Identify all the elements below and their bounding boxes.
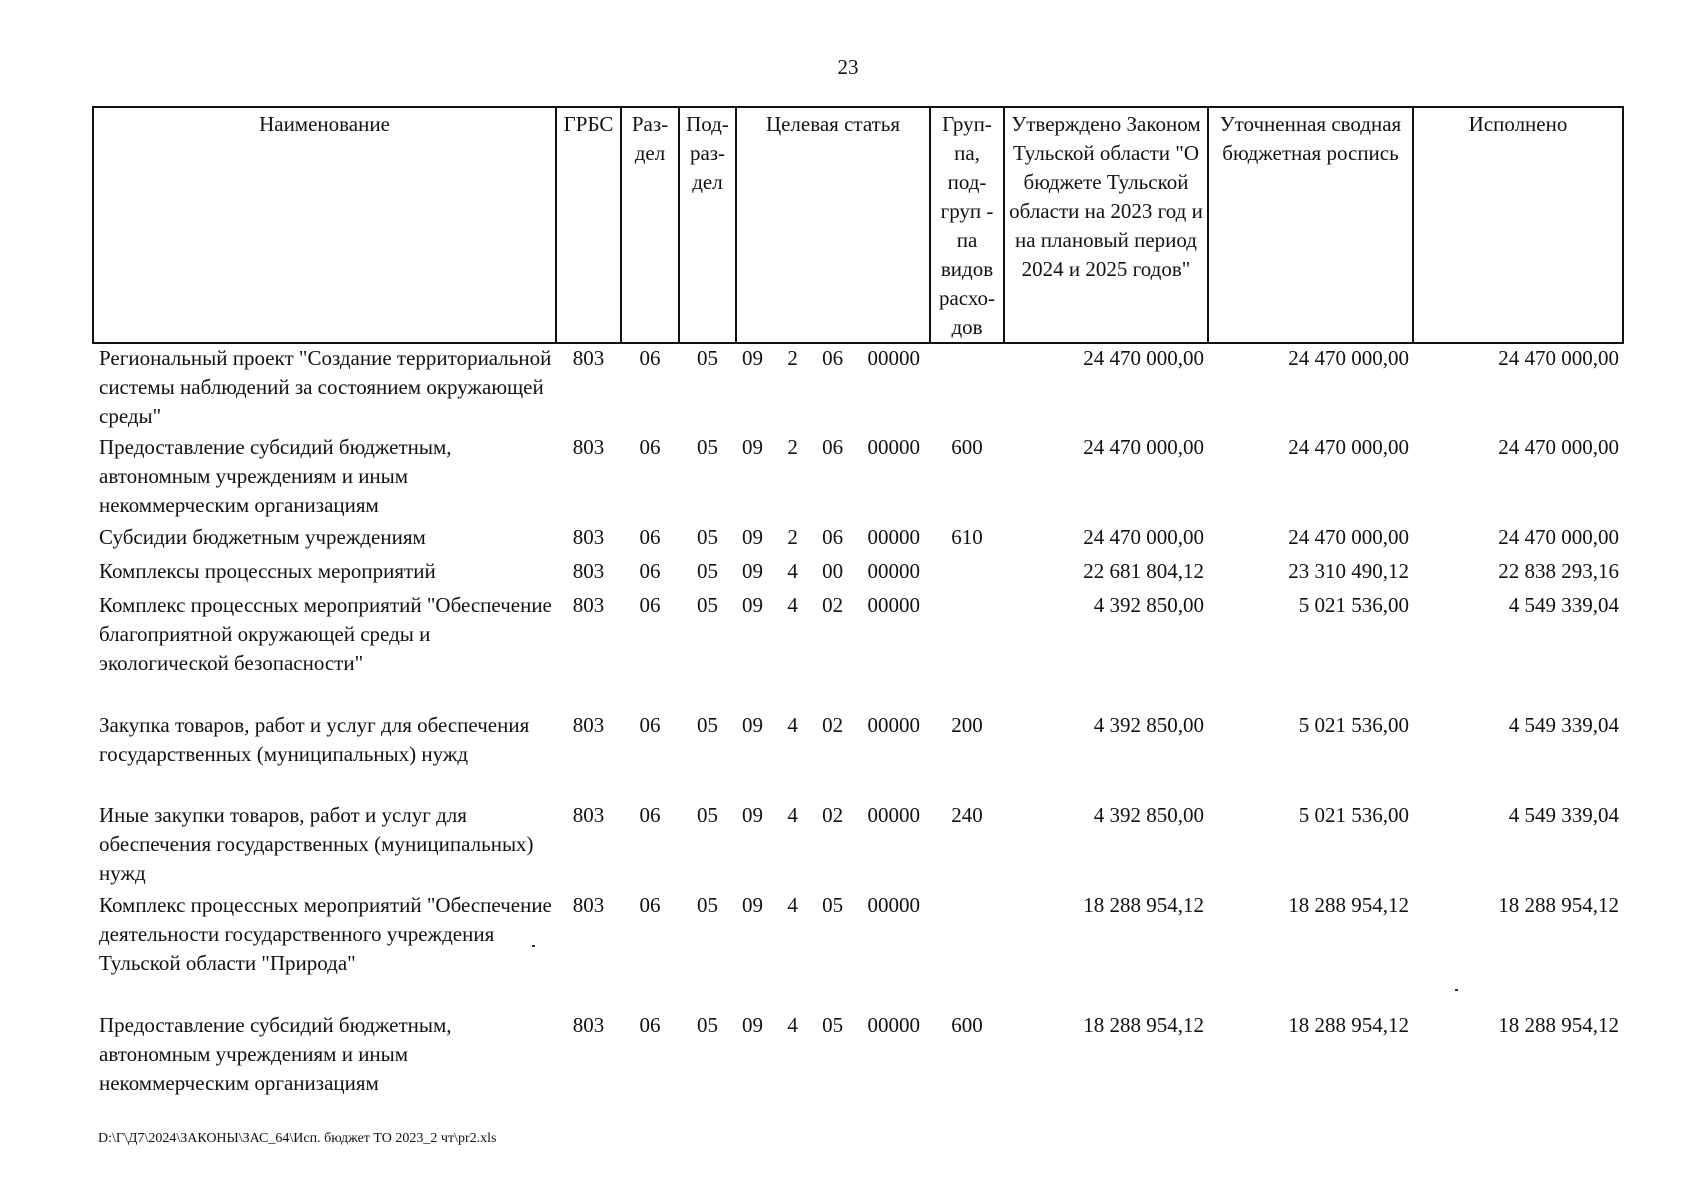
target-article-part: 00000 — [867, 435, 920, 459]
row-refined: 23 310 490,12 — [1288, 559, 1409, 583]
target-article-part: 05 — [822, 893, 844, 917]
row-grbs: 803 — [572, 713, 605, 737]
row-executed: 22 838 293,16 — [1498, 559, 1619, 583]
header-approved: Утверждено Законом Тульской области "О бюджете Тульской области на 2023 год и на плановый период 2024 и 2025 годов" — [1004, 107, 1208, 343]
target-article-part: 2 — [787, 435, 798, 459]
target-article-part: 09 — [742, 559, 763, 583]
row-grbs: 803 — [572, 525, 605, 549]
target-article-part: 4 — [787, 893, 798, 917]
header-grbs: ГРБС — [556, 107, 621, 343]
target-article-part: 06 — [822, 346, 844, 370]
row-section: 06 — [639, 525, 661, 549]
target-article-part: 00000 — [867, 1013, 920, 1037]
row-grbs: 803 — [572, 803, 605, 827]
header-target-article: Целевая статья — [736, 107, 930, 343]
row-subsection: 05 — [697, 593, 718, 617]
row-name: Предоставление субсидий бюджетным, автономным учреждениям и иным некоммерческим организациям — [99, 435, 452, 517]
target-article-part: 05 — [822, 1013, 844, 1037]
row-name: Предоставление субсидий бюджетным, автономным учреждениям и иным некоммерческим организациям — [99, 1013, 452, 1095]
row-name: Иные закупки товаров, работ и услуг для обеспечения государственных (муниципальных) нужд — [99, 803, 534, 885]
target-article-part: 06 — [822, 435, 844, 459]
row-expense-group — [930, 591, 1004, 711]
row-refined: 24 470 000,00 — [1288, 525, 1409, 549]
row-expense-group: 200 — [951, 713, 983, 737]
row-name: Комплексы процессных мероприятий — [99, 559, 436, 583]
target-article-part: 4 — [787, 803, 798, 827]
row-refined: 5 021 536,00 — [1298, 713, 1409, 737]
target-article-part: 09 — [742, 893, 763, 917]
table-row — [93, 523, 1623, 557]
table-body — [93, 343, 1623, 1101]
row-expense-group: 240 — [951, 803, 983, 827]
row-subsection: 05 — [697, 893, 718, 917]
target-article-part: 2 — [787, 346, 798, 370]
target-article-part: 09 — [742, 525, 763, 549]
row-target-article — [736, 891, 930, 1011]
target-article-part: 4 — [787, 713, 798, 737]
row-name: Субсидии бюджетным учреждениям — [99, 525, 426, 549]
target-article-part: 09 — [742, 803, 763, 827]
row-executed: 4 549 339,04 — [1508, 713, 1619, 737]
target-article-part: 4 — [787, 559, 798, 583]
row-approved: 24 470 000,00 — [1083, 346, 1204, 370]
target-article-part: 06 — [822, 525, 844, 549]
table-row — [93, 343, 1623, 433]
row-approved: 4 392 850,00 — [1093, 803, 1204, 827]
row-approved: 18 288 954,12 — [1083, 1013, 1204, 1037]
page-number: 23 — [837, 55, 859, 79]
row-section: 06 — [639, 346, 661, 370]
target-article-part: 00000 — [867, 559, 920, 583]
row-executed: 18 288 954,12 — [1498, 893, 1619, 917]
row-target-article — [736, 591, 930, 711]
row-section: 06 — [639, 713, 661, 737]
target-article-part: 09 — [742, 346, 763, 370]
row-section: 06 — [639, 893, 661, 917]
target-article-part: 00000 — [867, 525, 920, 549]
target-article-part: 02 — [822, 713, 844, 737]
table-row — [93, 557, 1623, 591]
row-section: 06 — [639, 593, 661, 617]
row-section: 06 — [639, 559, 661, 583]
row-section: 06 — [639, 803, 661, 827]
target-article-part: 09 — [742, 593, 763, 617]
row-approved: 24 470 000,00 — [1083, 525, 1204, 549]
file-path-footer: D:\Г\Д7\2024\ЗАКОНЫ\ЗАС_64\Исп. бюджет ТО 2023_2 чт\pr2.xls — [98, 1131, 497, 1146]
target-article-part: 02 — [822, 803, 844, 827]
row-target-article — [736, 523, 930, 557]
row-refined: 24 470 000,00 — [1288, 435, 1409, 459]
row-refined: 24 470 000,00 — [1288, 346, 1409, 370]
row-target-article — [736, 343, 930, 433]
row-approved: 4 392 850,00 — [1093, 713, 1204, 737]
row-subsection: 05 — [697, 559, 718, 583]
row-name: Комплекс процессных мероприятий "Обеспечение благоприятной окружающей среды и экологической безопасности" — [99, 593, 552, 675]
row-expense-group — [930, 891, 1004, 1011]
target-article-part: 00000 — [867, 713, 920, 737]
header-name: Наименование — [93, 107, 556, 343]
table-row — [93, 711, 1623, 801]
target-article-part: 09 — [742, 713, 763, 737]
row-subsection: 05 — [697, 713, 718, 737]
target-article-part: 2 — [787, 525, 798, 549]
target-article-part: 02 — [822, 593, 844, 617]
row-target-article — [736, 1011, 930, 1101]
target-article-part: 4 — [787, 593, 798, 617]
header-executed: Исполнено — [1413, 107, 1623, 343]
row-target-article — [736, 557, 930, 591]
budget-table — [92, 106, 1624, 1101]
target-article-part: 4 — [787, 1013, 798, 1037]
row-refined: 18 288 954,12 — [1288, 1013, 1409, 1037]
row-expense-group: 600 — [951, 435, 983, 459]
row-grbs: 803 — [572, 593, 605, 617]
header-subsection: Под-раз-дел — [679, 107, 736, 343]
row-executed: 18 288 954,12 — [1498, 1013, 1619, 1037]
row-target-article — [736, 433, 930, 523]
target-article-part: 00 — [822, 559, 844, 583]
row-executed: 24 470 000,00 — [1498, 435, 1619, 459]
header-section: Раз-дел — [621, 107, 679, 343]
row-refined: 5 021 536,00 — [1298, 593, 1409, 617]
row-grbs: 803 — [572, 435, 605, 459]
row-refined: 18 288 954,12 — [1288, 893, 1409, 917]
row-grbs: 803 — [572, 559, 605, 583]
table-header-row — [93, 107, 1623, 343]
row-section: 06 — [639, 1013, 661, 1037]
row-subsection: 05 — [697, 346, 718, 370]
target-article-part: 00000 — [867, 803, 920, 827]
row-executed: 4 549 339,04 — [1508, 803, 1619, 827]
table-row — [93, 891, 1623, 1011]
row-grbs: 803 — [572, 1013, 605, 1037]
row-subsection: 05 — [697, 435, 718, 459]
row-approved: 24 470 000,00 — [1083, 435, 1204, 459]
row-grbs: 803 — [572, 893, 605, 917]
table-row — [93, 433, 1623, 523]
header-expense-group: Груп-па, под-груп - па видов расхо-дов — [930, 107, 1004, 343]
target-article-part: 00000 — [867, 593, 920, 617]
row-target-article — [736, 801, 930, 891]
row-target-article — [736, 711, 930, 801]
row-executed: 24 470 000,00 — [1498, 525, 1619, 549]
target-article-part: 00000 — [867, 893, 920, 917]
row-executed: 24 470 000,00 — [1498, 346, 1619, 370]
row-section: 06 — [639, 435, 661, 459]
table-row — [93, 1011, 1623, 1101]
row-name: Закупка товаров, работ и услуг для обеспечения государственных (муниципальных) нужд — [99, 713, 530, 766]
target-article-part: 00000 — [867, 346, 920, 370]
target-article-part: 09 — [742, 435, 763, 459]
row-expense-group — [930, 557, 1004, 591]
header-refined: Уточненная сводная бюджетная роспись — [1208, 107, 1413, 343]
target-article-part: 09 — [742, 1013, 763, 1037]
row-subsection: 05 — [697, 525, 718, 549]
row-expense-group: 600 — [951, 1013, 983, 1037]
scan-mark — [1455, 989, 1458, 991]
table-row — [93, 591, 1623, 711]
row-approved: 22 681 804,12 — [1083, 559, 1204, 583]
row-approved: 4 392 850,00 — [1093, 593, 1204, 617]
table-row — [93, 801, 1623, 891]
row-approved: 18 288 954,12 — [1083, 893, 1204, 917]
row-grbs: 803 — [572, 346, 605, 370]
row-subsection: 05 — [697, 803, 718, 827]
row-expense-group — [930, 343, 1004, 433]
scan-mark — [532, 945, 535, 947]
row-executed: 4 549 339,04 — [1508, 593, 1619, 617]
row-subsection: 05 — [697, 1013, 718, 1037]
row-name: Региональный проект "Создание территориальной системы наблюдений за состоянием окружающей среды" — [99, 346, 552, 428]
row-expense-group: 610 — [951, 525, 983, 549]
row-name: Комплекс процессных мероприятий "Обеспечение деятельности государственного учреждения Тульской области "Природа" — [99, 893, 552, 975]
row-refined: 5 021 536,00 — [1298, 803, 1409, 827]
